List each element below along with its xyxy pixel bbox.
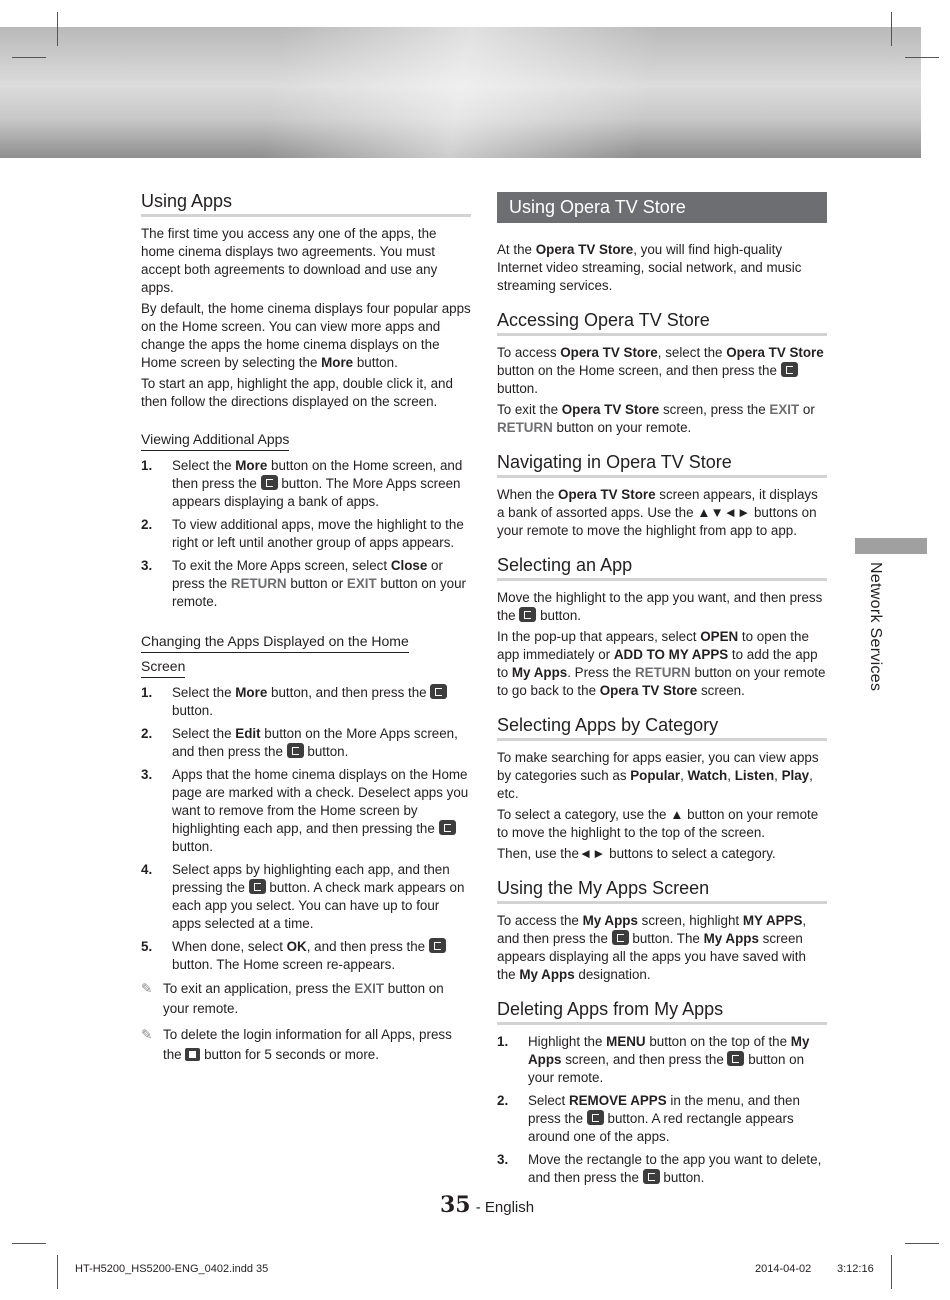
right-column xyxy=(497,192,827,1192)
paragraph: Move the highlight to the app you want, and then press the button. xyxy=(497,590,823,623)
header-banner xyxy=(0,27,921,158)
crop-mark xyxy=(12,1243,46,1244)
enter-button-icon xyxy=(287,743,304,758)
paragraph: Then, use the◄► buttons to select a category. xyxy=(497,846,776,861)
page-number: 35 - English xyxy=(440,1192,535,1218)
pencil-note-icon: ✎ xyxy=(141,1027,153,1042)
direction-arrows-icon: ▲▼◄► xyxy=(697,505,751,520)
section-heading: Using the My Apps Screen xyxy=(497,877,827,904)
crop-mark xyxy=(57,1255,58,1289)
list-item: 2. Select the Edit button on the More Apps screen, and then press the button. xyxy=(141,726,458,759)
paragraph: To access the My Apps screen, highlight MY APPS, and then press the button. The My Apps screen appears displaying all the apps you have saved with the My Apps designation. xyxy=(497,913,807,982)
section-tab-marker xyxy=(855,538,927,554)
section-heading: Selecting Apps by Category xyxy=(497,714,827,741)
footer-time: 3:12:16 xyxy=(837,1263,874,1275)
enter-button-icon xyxy=(781,362,798,377)
list-item: 1. Select the More button on the Home screen, and then press the button. The More Apps screen appears displaying a bank of apps. xyxy=(141,458,463,509)
footer-date: 2014-04-02 xyxy=(755,1263,812,1275)
list-item: 3. Apps that the home cinema displays on the Home page are marked with a check. Deselect apps you want to remove from the Home screen by highlighting each app, and then pressing the button. xyxy=(141,767,469,854)
enter-button-icon xyxy=(727,1051,744,1066)
enter-button-icon xyxy=(612,930,629,945)
list-item: 3. To exit the More Apps screen, select Close or press the RETURN button or EXIT button on your remote. xyxy=(141,558,467,609)
list-item: 2. Select REMOVE APPS in the menu, and then press the button. A red rectangle appears around one of the apps. xyxy=(497,1093,800,1144)
subheading: Screen xyxy=(141,655,185,678)
crop-mark xyxy=(891,12,892,46)
subheading: Changing the Apps Displayed on the Home xyxy=(141,630,409,653)
section-heading: Accessing Opera TV Store xyxy=(497,309,827,336)
subheading: Viewing Additional Apps xyxy=(141,428,289,451)
section-heading: Using Apps xyxy=(141,190,471,217)
paragraph: The first time you access any one of the apps, the home cinema displays two agreements. You must accept both agreements to download and use any apps. xyxy=(141,226,438,295)
steps-list xyxy=(141,684,471,974)
left-right-arrows-icon: ◄► xyxy=(578,846,606,861)
list-item: 4. Select apps by highlighting each app, and then pressing the button. A check mark appears on each app you select. You can have up to four apps selected at a time. xyxy=(141,862,465,931)
paragraph: At the Opera TV Store, you will find high-quality Internet video streaming, social network, and music streaming services. xyxy=(497,242,802,293)
section-heading: Deleting Apps from My Apps xyxy=(497,998,827,1025)
section-tab-label: Network Services xyxy=(867,562,884,692)
paragraph: To access Opera TV Store, select the Opera TV Store button on the Home screen, and then press the button. xyxy=(497,345,824,396)
note: ✎ To exit an application, press the EXIT button on your remote. xyxy=(141,981,444,1016)
paragraph: By default, the home cinema displays four popular apps on the Home screen. You can view more apps and change the apps the home cinema displays on the Home screen by selecting the More button. xyxy=(141,301,471,370)
enter-button-icon xyxy=(519,607,536,622)
paragraph: When the Opera TV Store screen appears, it displays a bank of assorted apps. Use the ▲▼◄► buttons on your remote to move the highlight from app to app. xyxy=(497,487,818,538)
crop-mark xyxy=(12,57,46,58)
section-heading: Selecting an App xyxy=(497,554,827,581)
section-heading: Navigating in Opera TV Store xyxy=(497,451,827,478)
list-item: 5. When done, select OK, and then press the button. The Home screen re-appears. xyxy=(141,938,471,974)
enter-button-icon xyxy=(439,820,456,835)
paragraph: To select a category, use the ▲ button on your remote to move the highlight to the top of the screen. xyxy=(497,807,819,840)
crop-mark xyxy=(905,57,939,58)
enter-button-icon xyxy=(587,1110,604,1125)
crop-mark xyxy=(891,1255,892,1289)
paragraph: To make searching for apps easier, you can view apps by categories such as Popular, Watch, Listen, Play, etc. xyxy=(497,750,819,801)
list-item: 1. Select the More button, and then press the button. xyxy=(141,684,471,720)
pencil-note-icon: ✎ xyxy=(141,981,153,996)
stop-button-icon xyxy=(185,1048,200,1061)
enter-button-icon xyxy=(261,475,278,490)
paragraph: To exit the Opera TV Store screen, press the EXIT or RETURN button on your remote. xyxy=(497,402,815,435)
footer-filename: HT-H5200_HS5200-ENG_0402.indd 35 xyxy=(75,1263,269,1275)
note: ✎ To delete the login information for all Apps, press the button for 5 seconds or more. xyxy=(141,1027,452,1062)
enter-button-icon xyxy=(249,879,266,894)
steps-list xyxy=(141,457,471,611)
enter-button-icon xyxy=(429,938,446,953)
crop-mark xyxy=(57,12,58,46)
paragraph: In the pop-up that appears, select OPEN to open the app immediately or ADD TO MY APPS to add the app to My Apps. Press the RETURN button on your remote to go back to the Opera TV Store screen. xyxy=(497,629,826,698)
list-item: 3. Move the rectangle to the app you want to delete, and then press the button. xyxy=(497,1152,822,1185)
enter-button-icon xyxy=(430,684,447,699)
chapter-title: Using Opera TV Store xyxy=(497,192,827,223)
up-arrow-icon: ▲ xyxy=(670,807,684,822)
steps-list xyxy=(497,1033,827,1187)
list-item: 2. To view additional apps, move the highlight to the right or left until another group of apps appears. xyxy=(141,517,464,550)
paragraph: To start an app, highlight the app, double click it, and then follow the directions displayed on the screen. xyxy=(141,376,453,409)
list-item: 1. Highlight the MENU button on the top of the My Apps screen, and then press the button on your remote. xyxy=(497,1034,810,1085)
left-column xyxy=(141,190,471,1071)
crop-mark xyxy=(905,1243,939,1244)
enter-button-icon xyxy=(643,1169,660,1184)
